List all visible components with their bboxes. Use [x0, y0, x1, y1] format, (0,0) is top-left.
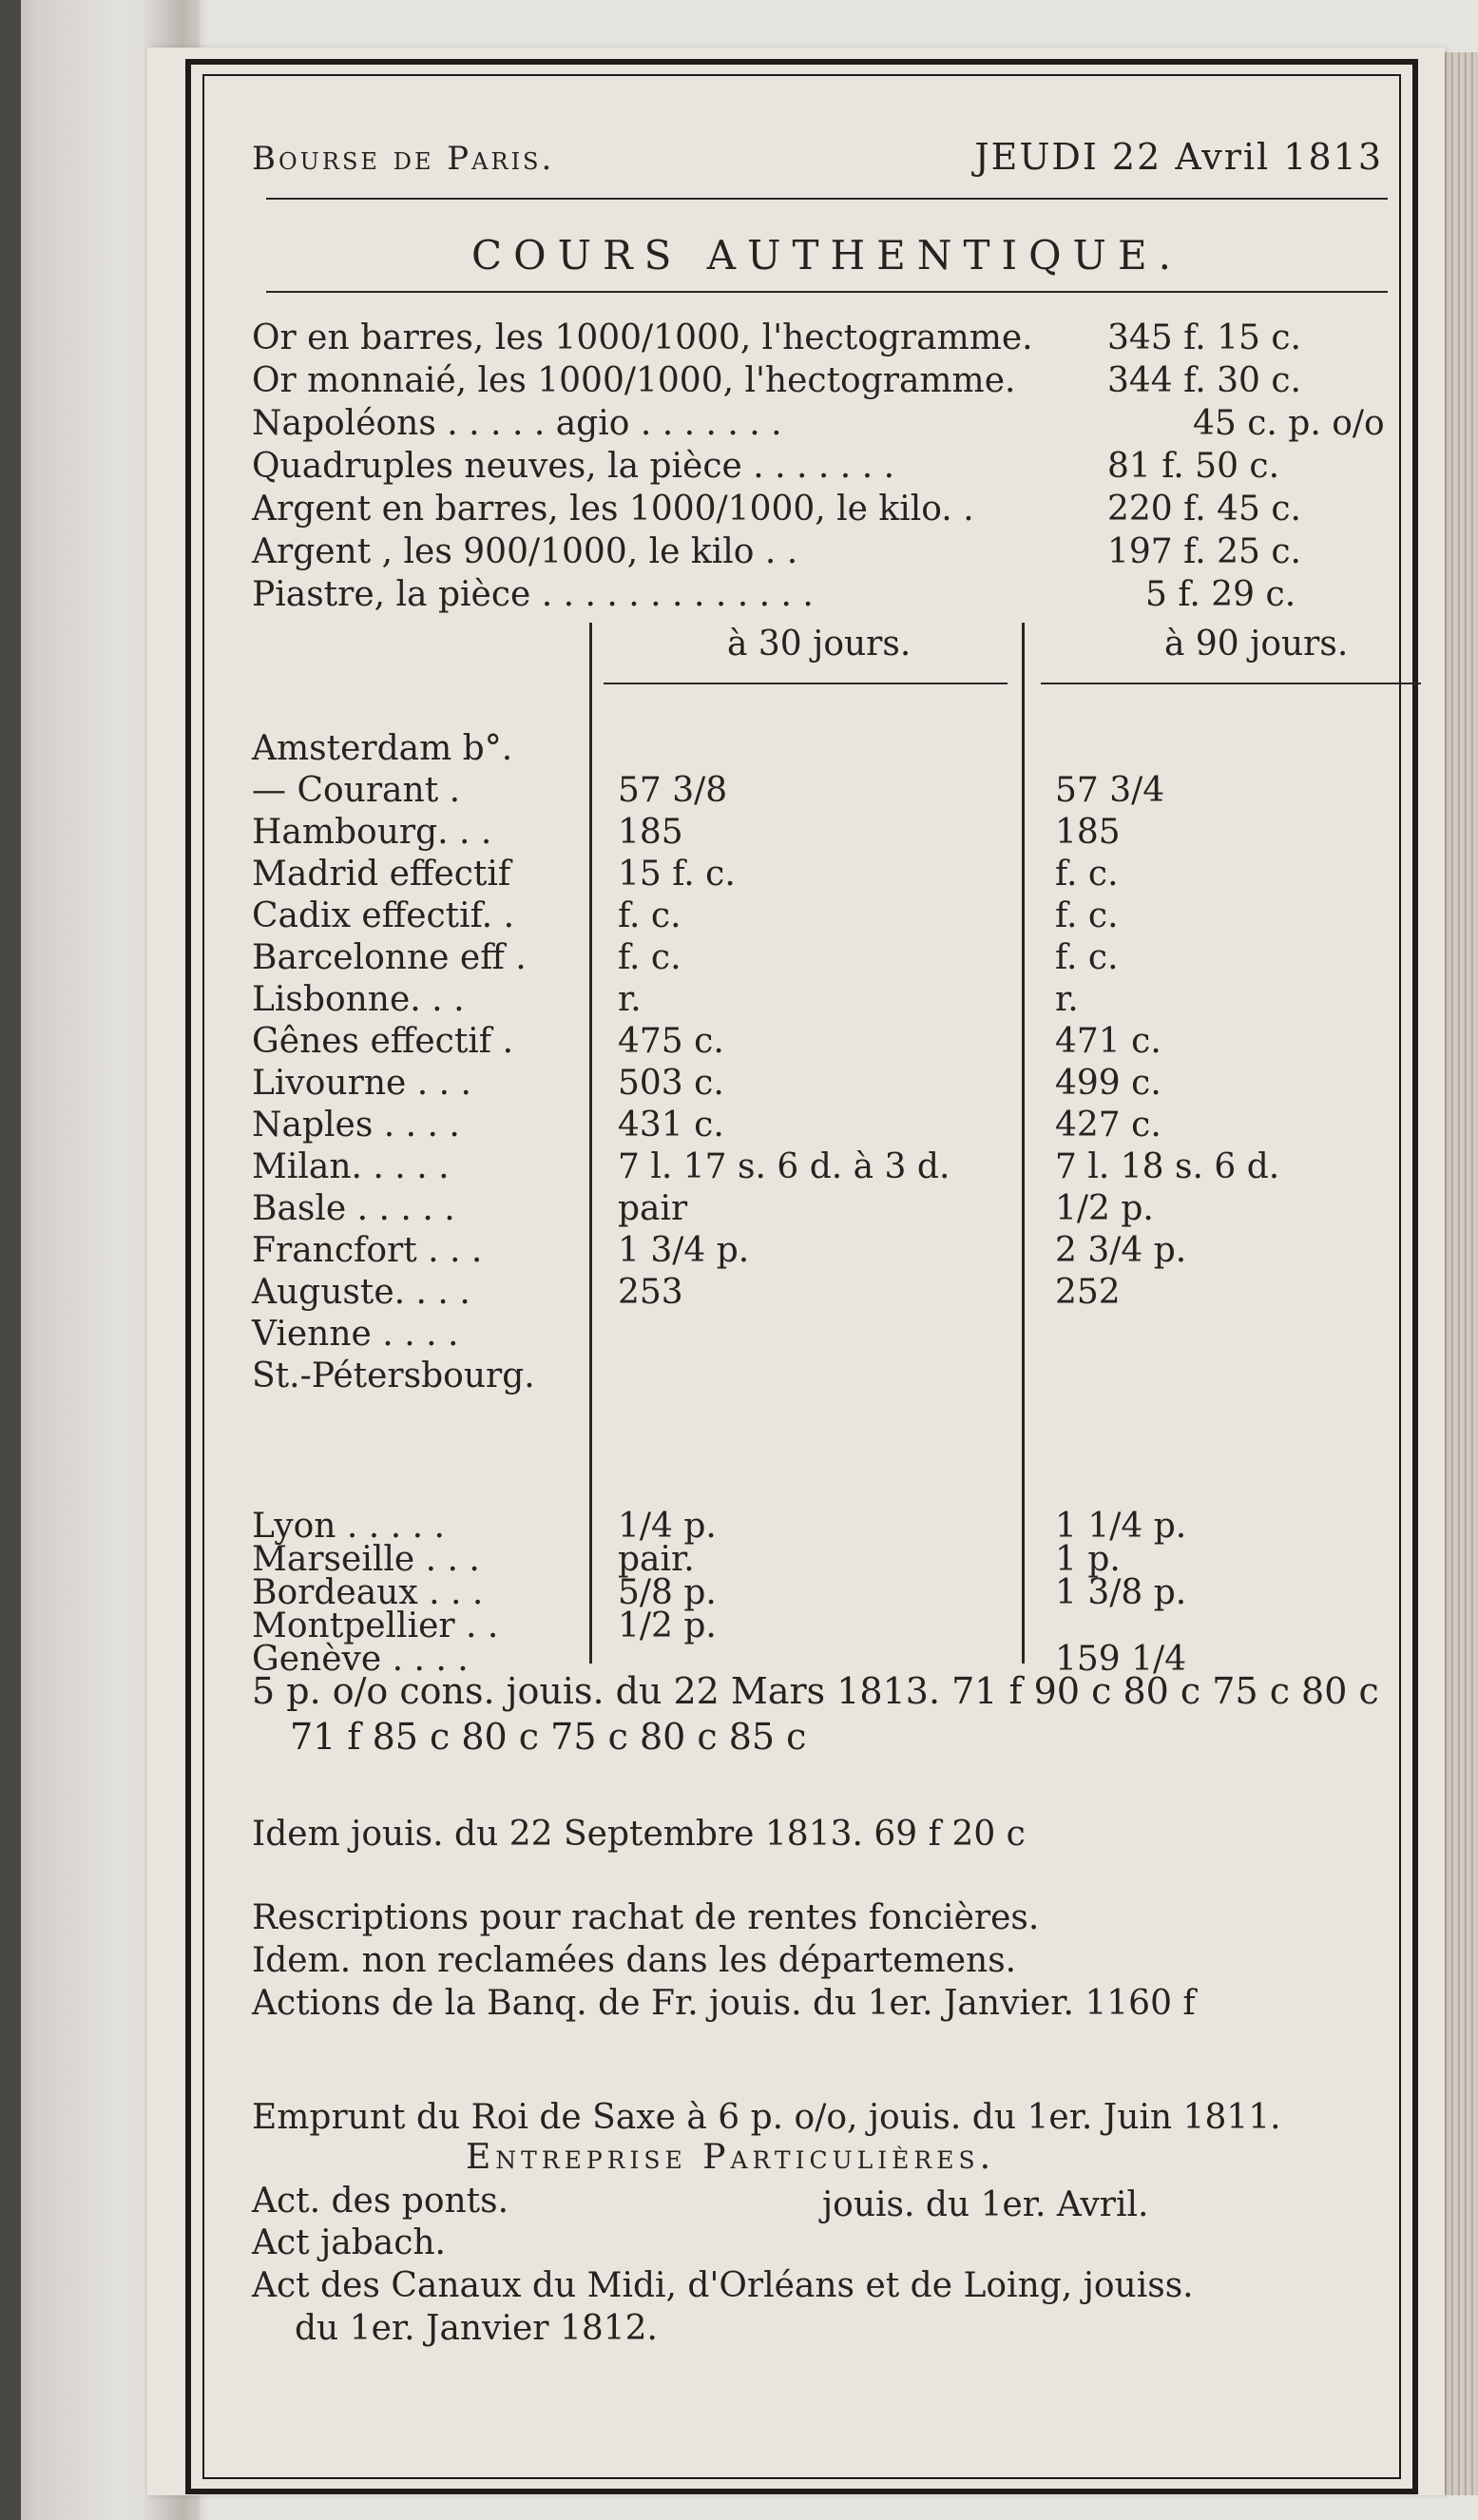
exchange-rate-90: 499 c. [1055, 1064, 1161, 1103]
exchange-place: — Courant . [252, 771, 461, 810]
exchange-place: Bordeaux . . . [252, 1573, 484, 1612]
column-header-rule [1041, 683, 1421, 684]
column-header-rule [604, 683, 1008, 684]
metal-value: 197 f. 25 c. [1107, 532, 1301, 571]
metal-label: Argent en barres, les 1000/1000, le kilo. . [252, 490, 974, 529]
exchange-place: Lisbonne. . . [252, 980, 465, 1019]
exchange-place: Auguste. . . . [252, 1273, 470, 1312]
rentes-line: 5 p. o/o cons. jouis. du 22 Mars 1813. 71 f 90 c 80 c 75 c 80 c [252, 1670, 1379, 1712]
act-ponts: Act. des ponts. [252, 2182, 509, 2221]
header-left: Bourse de Paris. [252, 140, 555, 178]
exchange-place: Madrid effectif [252, 855, 511, 894]
metal-value: 81 f. 50 c. [1107, 447, 1280, 486]
exchange-place: Livourne . . . [252, 1064, 471, 1103]
exchange-rate-30: 503 c. [618, 1064, 724, 1103]
exchange-rate-30: pair. [618, 1540, 695, 1579]
exchange-rate-30: 185 [618, 813, 683, 852]
exchange-rate-90: 1 p. [1055, 1540, 1121, 1579]
exchange-place: Francfort . . . [252, 1231, 483, 1270]
exchange-rate-90: f. c. [1055, 938, 1119, 977]
exchange-place: Montpellier . . [252, 1606, 499, 1645]
exchange-rate-30: 1/4 p. [618, 1507, 717, 1546]
metal-value: 45 c. p. o/o [1193, 404, 1385, 443]
exchange-rate-90: f. c. [1055, 855, 1119, 894]
metal-value: 220 f. 45 c. [1107, 490, 1301, 529]
exchange-rate-90: 471 c. [1055, 1022, 1161, 1061]
exchange-rate-30: f. c. [618, 896, 681, 935]
title-rule [266, 291, 1388, 293]
exchange-place: Vienne . . . . [252, 1315, 459, 1354]
metal-value: 344 f. 30 c. [1107, 361, 1301, 400]
exchange-place: Hambourg. . . [252, 813, 492, 852]
exchange-rate-30: 1 3/4 p. [618, 1231, 750, 1270]
header-date: JEUDI 22 Avril 1813 [974, 136, 1383, 178]
exchange-rate-30: 1/2 p. [618, 1606, 717, 1645]
rescriptions-line: Rescriptions pour rachat de rentes foncières. [252, 1898, 1040, 1937]
page-title: COURS AUTHENTIQUE. [471, 232, 1182, 279]
book-edge [0, 0, 21, 2520]
exchange-place: Amsterdam b°. [252, 729, 513, 768]
act-jabach: Act jabach. [252, 2223, 446, 2262]
document-page [147, 48, 1445, 2495]
metal-label: Piastre, la pièce . . . . . . . . . . . . . [252, 575, 814, 614]
exchange-rate-90: 1/2 p. [1055, 1189, 1154, 1228]
exchange-place: Gênes effectif . [252, 1022, 514, 1061]
exchange-rate-90: 7 l. 18 s. 6 d. [1055, 1147, 1280, 1186]
header-rule [266, 198, 1388, 200]
exchange-rate-30: 7 l. 17 s. 6 d. à 3 d. [618, 1147, 950, 1186]
exchange-rate-30: 57 3/8 [618, 771, 728, 810]
exchange-rate-90: 1 3/8 p. [1055, 1573, 1187, 1612]
exchange-rate-90: 427 c. [1055, 1106, 1161, 1145]
exchange-rate-30: pair [618, 1189, 688, 1228]
column-divider [589, 623, 592, 1664]
exchange-place: St.-Pétersbourg. [252, 1356, 535, 1395]
rentes-line: 71 f 85 c 80 c 75 c 80 c 85 c [290, 1716, 807, 1758]
exchange-rate-90: r. [1055, 980, 1079, 1019]
exchange-rate-30: 475 c. [618, 1022, 724, 1061]
exchange-rate-30: 15 f. c. [618, 855, 736, 894]
exchange-rate-90: 252 [1055, 1273, 1121, 1312]
page-frame [185, 59, 1418, 2494]
exchange-place: Cadix effectif. . [252, 896, 515, 935]
exchange-rate-30: 253 [618, 1273, 683, 1312]
metal-label: Or monnaié, les 1000/1000, l'hectogramme. [252, 361, 1016, 400]
exchange-rate-30: r. [618, 980, 642, 1019]
exchange-place: Barcelonne eff . [252, 938, 527, 977]
page-content [252, 76, 1402, 2476]
column-header-90: à 90 jours. [1164, 625, 1349, 664]
exchange-place: Lyon . . . . . [252, 1507, 445, 1546]
exchange-rate-90: 185 [1055, 813, 1121, 852]
exchange-rate-90: 1 1/4 p. [1055, 1507, 1187, 1546]
exchange-rate-90: 57 3/4 [1055, 771, 1165, 810]
column-header-30: à 30 jours. [727, 625, 912, 664]
metal-value: 345 f. 15 c. [1107, 318, 1301, 357]
exchange-place: Naples . . . . [252, 1106, 460, 1145]
exchange-place: Basle . . . . . [252, 1189, 455, 1228]
exchange-place: Genève . . . . [252, 1640, 469, 1679]
metal-label: Quadruples neuves, la pièce . . . . . . . [252, 447, 895, 486]
column-divider [1022, 623, 1025, 1664]
exchange-rate-30: f. c. [618, 938, 681, 977]
exchange-rate-90: 2 3/4 p. [1055, 1231, 1187, 1270]
exchange-place: Marseille . . . [252, 1540, 480, 1579]
entreprise-heading: Entreprise Particulières. [466, 2138, 996, 2177]
exchange-rate-90: 159 1/4 [1055, 1640, 1187, 1679]
metal-label: Or en barres, les 1000/1000, l'hectogramme. [252, 318, 1033, 357]
exchange-rate-30: 431 c. [618, 1106, 724, 1145]
rescriptions-idem: Idem. non reclamées dans les départemens. [252, 1941, 1017, 1980]
act-canaux: Act des Canaux du Midi, d'Orléans et de Loing, jouiss. [252, 2266, 1194, 2305]
exchange-rate-30: 5/8 p. [618, 1573, 717, 1612]
actions-banque: Actions de la Banq. de Fr. jouis. du 1er. Janvier. 1160 f [252, 1984, 1196, 2023]
act-ponts-jouis: jouis. du 1er. Avril. [822, 2185, 1149, 2224]
exchange-rate-90: f. c. [1055, 896, 1119, 935]
metal-label: Napoléons . . . . . agio . . . . . . . [252, 404, 782, 443]
metal-label: Argent , les 900/1000, le kilo . . [252, 532, 798, 571]
metal-value: 5 f. 29 c. [1145, 575, 1296, 614]
exchange-place: Milan. . . . . [252, 1147, 450, 1186]
rentes-idem: Idem jouis. du 22 Septembre 1813. 69 f 20 c [252, 1815, 1026, 1854]
act-canaux-cont: du 1er. Janvier 1812. [295, 2309, 658, 2348]
emprunt-line: Emprunt du Roi de Saxe à 6 p. o/o, jouis. du 1er. Juin 1811. [252, 2098, 1281, 2137]
